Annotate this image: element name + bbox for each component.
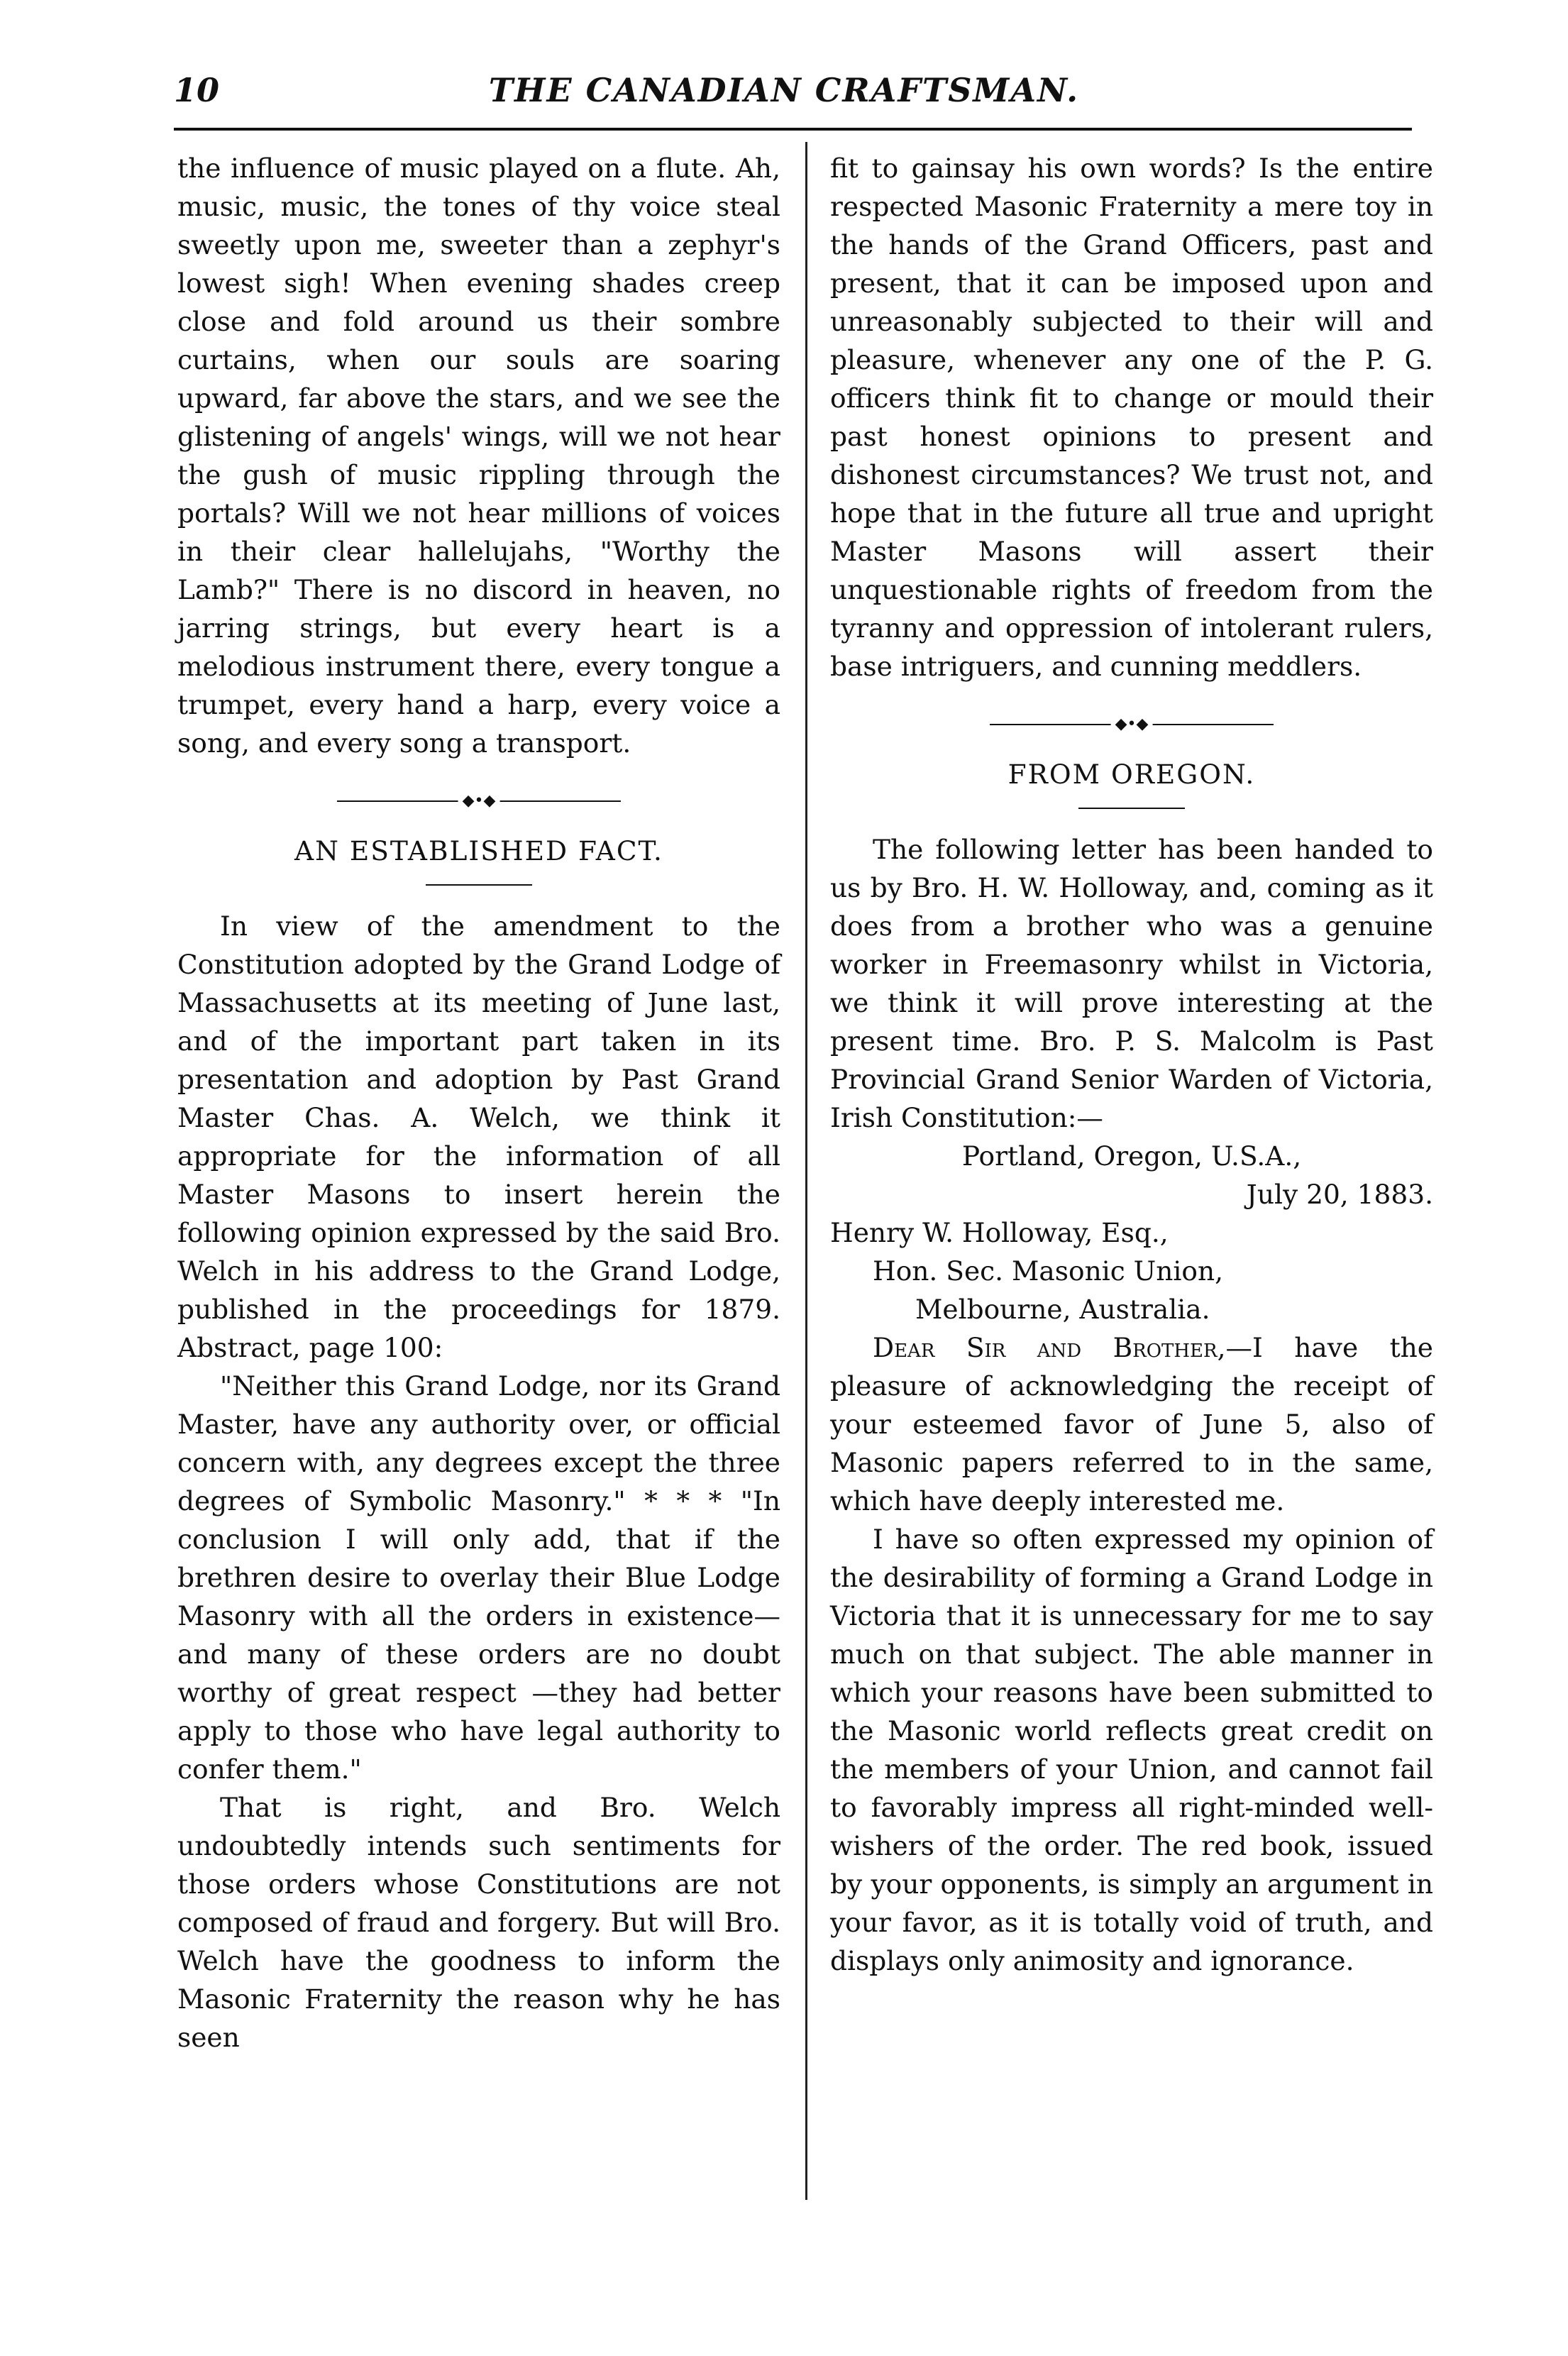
- paragraph: In view of the amendment to the Constitution adopted by the Grand Lodge of Massachusetts at its meeting of June last, and of the important part taken in its presentation and adoption by Past Grand Master Chas. A. Welch, we think it appropriate for the information of all Master Masons to insert herein the following opinion expressed by the said Bro. Welch in his address to the Grand Lodge, published in the proceedings for 1879. Abstract, page 100:: [177, 910, 780, 1363]
- intro-paragraph: the influence of music played on a flute. Ah, music, music, the tones of thy voice steal sweetly upon me, sweeter than a zephyr's lowest sigh! When evening shades creep close and fold around us their sombre curtains, when our souls are soaring upward, far above the stars, and we see the glistening of angels' wings, will we not hear the gush of music rippling through the portals? Will we not hear millions of voices in their clear hallelujahs, "Worthy the Lamb?" There is no discord in heaven, no jarring strings, but every heart is a melodious instrument there, every tongue a trumpet, every hand a harp, every voice a song, and every song a transport.: [177, 153, 780, 759]
- letter-date: July 20, 1883.: [1246, 1179, 1433, 1210]
- ornament-glyph: ◆•◆: [1111, 715, 1153, 734]
- addressee-title: Hon. Sec. Masonic Union,: [873, 1255, 1224, 1287]
- title-underline: [426, 884, 532, 886]
- header-rule: [174, 128, 1412, 131]
- section-ornament: [830, 707, 1433, 742]
- section-title-from-oregon: FROM OREGON.: [1007, 759, 1256, 790]
- salutation: Dear Sir and Brother,: [873, 1332, 1226, 1363]
- addressee-location: Melbourne, Australia.: [915, 1294, 1210, 1325]
- letter-place: Portland, Oregon, U.S.A.,: [961, 1140, 1302, 1172]
- title-underline: [1078, 808, 1185, 809]
- addressee-name: Henry W. Holloway, Esq.,: [830, 1217, 1169, 1248]
- continuation-paragraph: fit to gainsay his own words? Is the entire respected Masonic Fraternity a mere toy in the hands of the Grand Officers, past and present, that it can be imposed upon and unreasonably subjected to their will and pleasure, whenever any one of the P. G. officers think fit to change or mould their past honest opinions to present and dishonest circumstances? We trust not, and hope that in the future all true and upright Master Masons will assert their unquestionable rights of freedom from the tyranny and oppression of intolerant rulers, base intriguers, and cunning meddlers.: [830, 153, 1433, 682]
- running-title: THE CANADIAN CRAFTSMAN.: [488, 71, 1080, 109]
- section-ornament: [177, 783, 780, 819]
- right-column: [830, 149, 1433, 1980]
- letter-paragraph: I have so often expressed my opinion of the desirability of forming a Grand Lodge in Victoria that it is unnecessary for me to say much on that subject. The able manner in which your reasons have been submitted to the Masonic world reflects great credit on the members of your Union, and cannot fail to favorably impress all right-minded well-wishers of the order. The red book, issued by your opponents, is simply an argument in your favor, as it is totally void of truth, and displays only animosity and ignorance.: [830, 1524, 1433, 1976]
- letter-intro: The following letter has been handed to us by Bro. H. W. Holloway, and, coming as it does from a brother who was a genuine worker in Freemasonry whilst in Victoria, we think it will prove interesting at the present time. Bro. P. S. Malcolm is Past Provincial Grand Senior Warden of Victoria, Irish Constitution:—: [830, 834, 1433, 1133]
- quote-paragraph: "Neither this Grand Lodge, nor its Grand Master, have any authority over, or official concern with, any degrees except the three degrees of Symbolic Masonry." * * * "In conclusion I will only add, that if the brethren desire to overlay their Blue Lodge Masonry with all the orders in existence—and many of these orders are no doubt worthy of great respect —they had better apply to those who have legal authority to confer them.": [177, 1370, 780, 1785]
- column-divider: [805, 142, 807, 2200]
- letter-paragraph-text: —I have the pleasure of acknowledging the receipt of your esteemed favor of June 5, also of Masonic papers referred to in the same, which have deeply interested me.: [830, 1332, 1433, 1516]
- section-title-established-fact: AN ESTABLISHED FACT.: [294, 835, 663, 866]
- letter-paragraph: [830, 1328, 1433, 1520]
- page-number: 10: [174, 71, 220, 109]
- paragraph: That is right, and Bro. Welch undoubtedly intends such sentiments for those orders whose Constitutions are not composed of fraud and forgery. But will Bro. Welch have the goodness to inform the Masonic Fraternity the reason why he has seen: [177, 1792, 780, 2053]
- left-column: [177, 149, 780, 2057]
- ornament-glyph: ◆•◆: [458, 792, 500, 810]
